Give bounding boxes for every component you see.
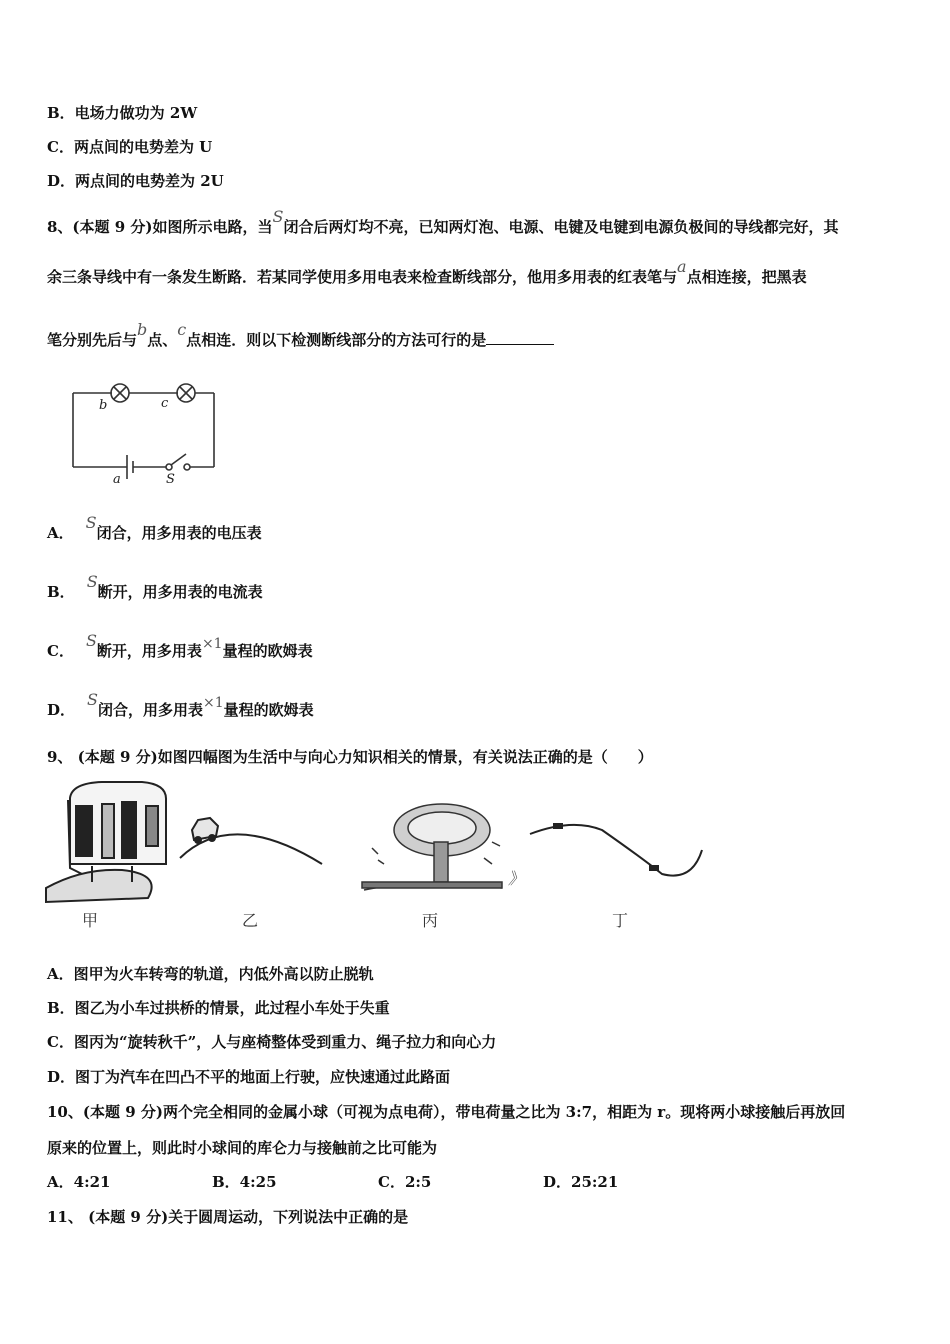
q9-option-c: C．图丙为“旋转秋千”，人与座椅整体受到重力、绳子拉力和向心力	[47, 1033, 497, 1051]
q8-stem-text: 8、(本题 9 分)如图所示电路，当	[47, 218, 273, 236]
q8-stem-text: 点相连．则以下检测断线部分的方法可行的是	[186, 331, 487, 349]
q10-stem-line2: 原来的位置上，则此时小球间的库仑力与接触前之比可能为	[47, 1139, 438, 1157]
option-text: 闭合，用多用表的电压表	[96, 524, 262, 542]
symbol-s: S	[272, 207, 284, 226]
fig-bing-swing	[362, 804, 502, 890]
q9-figures	[42, 778, 722, 933]
times-one: ×1	[201, 636, 223, 652]
answer-blank	[486, 330, 554, 345]
q10-option-d: D．25:21	[543, 1173, 619, 1191]
symbol-a: a	[677, 257, 687, 276]
q9-option-a: A．图甲为火车转弯的轨道，内低外高以防止脱轨	[47, 965, 374, 983]
option-text: 闭合，用多用表	[97, 701, 203, 719]
q9-stem: 9、 (本题 9 分)如图四幅图为生活中与向心力知识相关的情景，有关说法正确的是（ ）	[47, 748, 653, 766]
fig-label-bing: 丙	[422, 911, 439, 930]
q9-option-b: B．图乙为小车过拱桥的情景，此过程小车处于失重	[47, 999, 390, 1017]
q9-option-d: D．图丁为汽车在凹凸不平的地面上行驶，应快速通过此路面	[47, 1068, 451, 1086]
q8-stem-line1	[47, 207, 839, 237]
option-text: 断开，用多用表	[96, 642, 202, 660]
q8-stem-text: 余三条导线中有一条发生断路．若某同学使用多用电表来检查断线部分，他用多用表的红表笔与	[47, 268, 678, 286]
q8-option-b	[47, 572, 263, 602]
option-label: D．	[47, 701, 76, 719]
q7-option-d: D．两点间的电势差为 2U	[47, 172, 224, 190]
fig-label-yi: 乙	[242, 911, 259, 930]
q7-option-c: C．两点间的电势差为 U	[47, 138, 213, 156]
q8-option-a	[47, 513, 262, 543]
symbol-s: S	[87, 690, 98, 709]
q10-option-b: B．4:25	[212, 1173, 277, 1191]
fig-label-jia: 甲	[82, 911, 99, 930]
q8-option-c	[47, 631, 313, 661]
symbol-s: S	[86, 572, 98, 591]
fig-ding-road	[530, 824, 702, 876]
fig-yi-bridge	[180, 818, 322, 864]
q7-option-b: B．电场力做功为 2W	[47, 104, 198, 122]
q8-stem-line3	[47, 320, 554, 350]
fig-mark: 》	[508, 869, 525, 888]
q8-stem-text: 闭合后两灯均不亮，已知两灯泡、电源、电键及电键到电源负极间的导线都完好，其	[283, 218, 839, 236]
circuit-diagram	[68, 375, 238, 490]
option-text: 断开，用多用表的电流表	[97, 583, 263, 601]
q8-stem-text: 笔分别先后与	[47, 331, 138, 349]
circuit-label-s: S	[166, 472, 175, 487]
circuit-label-a: a	[113, 472, 121, 487]
q8-stem-line2	[47, 257, 807, 287]
symbol-s: S	[85, 513, 97, 532]
option-label: C．	[47, 642, 74, 660]
symbol-b: b	[137, 320, 148, 339]
fig-jia-train	[46, 782, 166, 902]
q8-stem-text: 点相连接，把黑表	[686, 268, 807, 286]
option-text: 量程的欧姆表	[223, 701, 314, 719]
option-text: 量程的欧姆表	[222, 642, 313, 660]
symbol-s: S	[85, 631, 97, 650]
q8-stem-text: 点、	[147, 331, 178, 349]
q8-option-d	[47, 690, 314, 720]
q11-stem: 11、 (本题 9 分)关于圆周运动，下列说法中正确的是	[47, 1208, 409, 1226]
symbol-c: c	[177, 320, 187, 339]
option-label: A．	[47, 524, 74, 542]
q10-stem-line1: 10、(本题 9 分)两个完全相同的金属小球（可视为点电荷），带电荷量之比为 3:7，相距为 r。现将两小球接触后再放回	[47, 1103, 846, 1121]
fig-label-ding: 丁	[612, 911, 629, 930]
circuit-label-b: b	[99, 398, 108, 413]
q10-option-c: C．2:5	[378, 1173, 432, 1191]
circuit-label-c: c	[161, 396, 169, 411]
times-one: ×1	[203, 695, 224, 711]
q10-option-a: A．4:21	[47, 1173, 111, 1191]
option-label: B．	[47, 583, 75, 601]
